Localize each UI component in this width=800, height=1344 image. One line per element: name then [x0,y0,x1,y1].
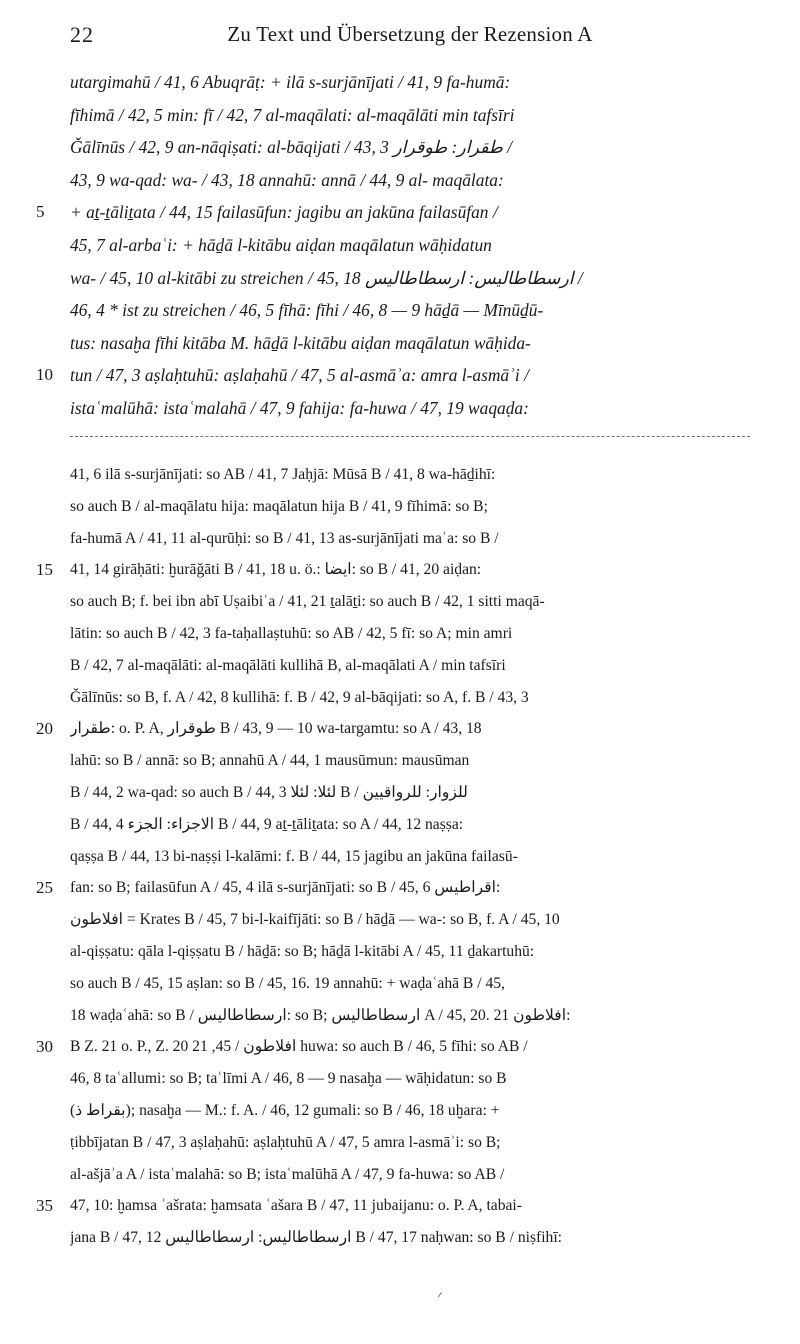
line-number [36,651,62,681]
line-number [36,295,62,325]
line-number [36,1128,62,1158]
line-number [36,1223,62,1253]
apparatus-line: 18 waḍaʿahā: so B / ارسطاطاليس: so B; ارسطاطاليس A / 45, 20. 21 افلاطون: [70,1006,571,1024]
apparatus-line: 46, 8 taʿallumi: so B; taʿlīmi A / 46, 8 — 9 nasaḫa — wāḥidatun: so B [70,1070,507,1088]
line-number: 30 [36,1037,53,1057]
check-mark [433,1289,442,1298]
main-text-line: tun / 47, 3 aṣlaḥtuhū: aṣlaḥahū / 47, 5 al-asmāʾa: amra l-asmāʾi / [70,365,529,386]
apparatus-line: ṭibbījatan B / 47, 3 aṣlaḥahū: aṣlaḥtuhū A / 47, 5 amra l-asmāʾi: so B; [70,1133,501,1151]
line-number [36,132,62,162]
line-number [36,1001,62,1031]
apparatus-line: 41, 6 ilā s-surjānījati: so AB / 41, 7 Jaḥjā: Mūsā B / 41, 8 wa-hāḏihī: [70,466,496,483]
apparatus-line: al-ašjāʾa A / istaʿmalahā: so B; istaʿmalūhā A / 47, 9 fa-huwa: so AB / [70,1165,505,1183]
main-text-line: wa- / 45, 10 al-kitābi zu streichen / 45, 18 ارسطاطاليس: ارسطاطاليس / [70,267,583,288]
section-divider [70,436,750,437]
line-number [36,524,62,554]
apparatus-line: al-qiṣṣatu: qāla l-qiṣṣatu B / hāḏā: so B; hāḏā l-kitābi A / 45, 11 ḏakartuhū: [70,943,535,960]
main-text-line: + aṯ-ṯāliṯata / 44, 15 failasūfun: jagibu an jakūna failasūfan / [70,202,498,223]
line-number [36,1160,62,1190]
line-number [36,746,62,776]
page-number: 22 [70,22,94,47]
line-number [36,165,62,195]
line-number [36,619,62,649]
line-number [36,100,62,130]
apparatus-line: Ǧālīnūs: so B, f. A / 42, 8 kullihā: f. B / 42, 9 al-bāqijati: so A, f. B / 43, 3 [70,688,529,706]
apparatus-line: lahū: so B / annā: so B; annahū A / 44, 1 mausūmun: mausūman [70,752,470,770]
line-number [36,230,62,260]
main-text-line: 45, 7 al-arbaʿi: + hāḏā l-kitābu aiḍan maqālatun wāḥidatun [70,235,492,255]
line-number [36,905,62,935]
line-number [36,810,62,840]
line-number [36,937,62,967]
apparatus-line: طقرار: o. P. A, طوقرار B / 43, 9 — 10 wa-targamtu: so A / 43, 18 [70,720,482,738]
line-number [36,969,62,999]
apparatus-line: B Z. 21 o. P., Z. 20 افلاطون / 45, 21 huwa: so auch B / 46, 5 fīhi: so AB / [70,1038,528,1056]
line-number [36,842,62,872]
main-text-line: utargimahū / 41, 6 Abuqrāṭ: + ilā s-surjānījati / 41, 9 fa-humā: [70,72,511,92]
line-number: 15 [36,560,53,580]
main-text-line: Ǧālīnūs / 42, 9 an-nāqiṣati: al-bāqijati / 43, 3 طقرار: طوقرار / [70,137,512,158]
line-number [36,67,62,97]
line-number: 10 [36,365,53,385]
apparatus-line: so auch B; f. bei ibn abī Uṣaibiʿa / 41, 21 ṯalāṯi: so auch B / 42, 1 sitti maqā- [70,593,545,611]
main-text-line: istaʿmalūhā: istaʿmalahā / 47, 9 fahija: fa-huwa / 47, 19 waqaḍa: [70,398,529,418]
apparatus-line: fan: so B; failasūfun A / 45, 4 ilā s-surjānījati: so B / 45, 6 اقراطيس: [70,879,501,897]
apparatus-line: B / 44, 2 wa-qad: so auch B / 44, 3 لئلا: لئلا B / للزوار: للرواقيين [70,784,468,801]
main-text-line: fīhimā / 42, 5 min: fī / 42, 7 al-maqālati: al-maqālāti min tafsīri [70,104,515,125]
line-number: 25 [36,878,53,898]
line-number: 35 [36,1196,53,1216]
line-number [36,393,62,423]
line-number: 20 [36,719,53,739]
apparatus-line: افلاطون = Krates B / 45, 7 bi-l-kaifījāti: so B / hāḏā — wa-: so B, f. A / 45, 10 [70,911,560,929]
running-head: Zu Text und Übersetzung der Rezension A [227,22,593,46]
line-number [36,263,62,293]
main-text-line: 43, 9 wa-qad: wa- / 43, 18 annahū: annā / 44, 9 al- maqālata: [70,169,504,190]
apparatus-line: 41, 14 girāḥāti: ḫurāǧāti B / 41, 18 u. ö.: ايضا: so B / 41, 20 aiḍan: [70,561,482,579]
page-header [70,22,750,54]
apparatus-line: so auch B / al-maqālatu hija: maqālatun hija B / 41, 9 fīhimā: so B; [70,497,488,515]
apparatus-line: B / 44, 4 الاجزاء: الجزء B / 44, 9 aṯ-ṯāliṯata: so A / 44, 12 naṣṣa: [70,815,464,833]
apparatus-line: fa-humā A / 41, 11 al-qurūḥi: so B / 41, 13 as-surjānījati maʿa: so B / [70,529,499,547]
line-number: 5 [36,202,45,222]
line-number [36,492,62,522]
main-text-line: 46, 4 * ist zu streichen / 46, 5 fīhā: fīhi / 46, 8 — 9 hāḏā — Mīnūḏū- [70,300,544,321]
line-number [36,328,62,358]
line-number [36,1064,62,1094]
apparatus-line: (بقراط ذ); nasaḫa — M.: f. A. / 46, 12 gumali: so B / 46, 18 uḫara: + [70,1102,500,1119]
line-number [36,683,62,713]
apparatus-line: qaṣṣa B / 44, 13 bi-naṣṣi l-kalāmi: f. B / 44, 15 jagibu an jakūna failasū- [70,847,518,865]
apparatus-line: lātin: so auch B / 42, 3 fa-taḥallaṣtuhū: so AB / 42, 5 fī: so A; min amri [70,625,513,642]
apparatus-line: B / 42, 7 al-maqālāti: al-maqālāti kullihā B, al-maqālati A / min tafsīri [70,656,506,674]
apparatus-line: so auch B / 45, 15 aṣlan: so B / 45, 16. 19 annahū: + waḍaʿahā B / 45, [70,974,505,992]
apparatus-line: 47, 10: ḫamsa ʿašrata: ḫamsata ʿašara B / 47, 11 jubaijanu: o. P. A, tabai- [70,1197,522,1215]
main-text-line: tus: nasaḫa fīhi kitāba M. hāḏā l-kitābu aiḍan maqālatun wāḥida- [70,332,531,353]
line-number [36,778,62,808]
line-number [36,460,62,490]
apparatus-line: jana B / 47, 12 ارسطاطاليس: ارسطاطاليس B / 47, 17 naḥwan: so B / niṣfihī: [70,1229,562,1247]
line-number [36,1096,62,1126]
line-number [36,587,62,617]
